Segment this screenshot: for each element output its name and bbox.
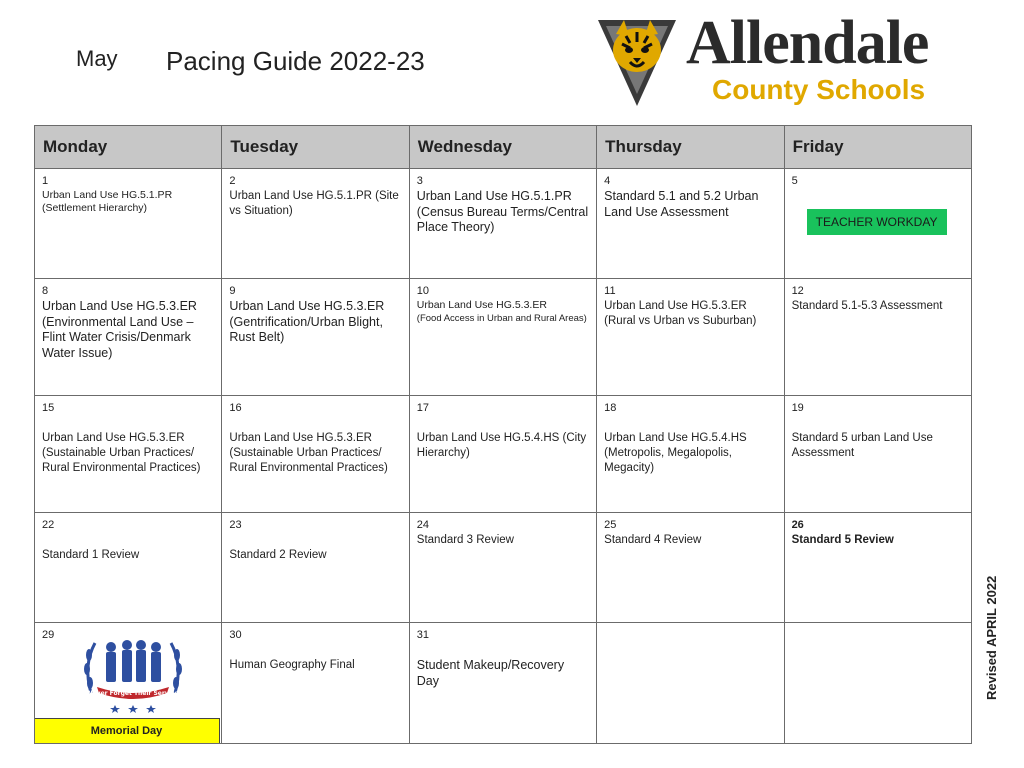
day-cell [222,396,409,513]
page-title: Pacing Guide 2022-23 [166,46,425,76]
day-number: 15 [42,402,55,414]
lesson-text: Urban Land Use HG.5.3.ER [416,299,547,311]
day-number: 30 [229,629,242,641]
day-number: 1 [42,175,49,187]
lesson-text: Student Makeup/Recovery Day [416,658,565,688]
lesson-text: Standard 5.1-5.3 Assessment [791,300,943,312]
day-cell [222,513,409,623]
day-number: 31 [416,629,430,641]
day-cell [597,169,784,279]
lesson-text: Urban Land Use HG.5.3.ER (Gentrification/Urban Blight, Rust Belt) [229,299,385,344]
logo-subtitle: County Schools [712,74,926,105]
day-number: 4 [604,175,611,187]
lesson-text: Standard 3 Review [416,534,514,546]
day-cell [222,623,409,744]
day-cell [409,169,596,279]
week-row [35,623,972,744]
day-number: 26 [791,519,804,531]
day-number: 19 [791,402,804,414]
day-cell [597,279,784,396]
pacing-calendar [34,125,972,744]
logo-name: Allendale [686,9,929,77]
day-cell [784,169,971,279]
tiger-shield-icon [596,16,678,108]
day-cell [597,396,784,513]
lesson-text: Standard 5 Review [791,534,894,546]
day-number: 24 [416,519,430,531]
day-number: 10 [416,285,430,297]
month-label: May [76,46,118,71]
lesson-text: Standard 2 Review [229,549,327,561]
lesson-text: Standard 1 Review [42,549,140,561]
day-cell [409,513,596,623]
col-monday: Monday [35,126,222,169]
day-cell [597,513,784,623]
lesson-text: Urban Land Use HG.5.4.HS (City Hierarchy) [416,432,587,459]
col-thursday: Thursday [597,126,784,169]
day-cell [35,169,222,279]
col-wednesday: Wednesday [409,126,596,169]
day-cell [35,279,222,396]
calendar-header-row [35,126,972,169]
day-cell [784,513,971,623]
col-tuesday: Tuesday [222,126,409,169]
day-number: 11 [604,285,616,297]
lesson-text: Urban Land Use HG.5.1.PR (Site vs Situation) [229,190,399,217]
lesson-text: Urban Land Use HG.5.4.HS (Metropolis, Megalopolis, Megacity) [604,432,747,474]
lesson-text: Urban Land Use HG.5.1.PR (Settlement Hierarchy) [42,189,173,214]
day-number: 25 [604,519,617,531]
day-cell [35,513,222,623]
revised-note: Revised APRIL 2022 [984,575,999,700]
day-cell [222,169,409,279]
week-row [35,513,972,623]
day-number: 2 [229,175,236,187]
day-number: 16 [229,402,242,414]
day-number: 3 [416,175,423,187]
day-cell [409,396,596,513]
day-cell [409,279,596,396]
day-cell [35,623,222,744]
lesson-text: Urban Land Use HG.5.3.ER (Environmental Land Use – Flint Water Crisis/Denmark Water Issue) [42,299,197,360]
day-number: 8 [42,285,49,297]
day-number: 18 [604,402,617,414]
day-number: 12 [791,285,804,297]
teacher-workday-badge: TEACHER WORKDAY [807,209,947,235]
week-row [35,396,972,513]
day-number: 23 [229,519,242,531]
day-number: 5 [791,175,798,187]
day-number: 29 [42,629,55,641]
lesson-text: Urban Land Use HG.5.3.ER (Sustainable Urban Practices/ Rural Environmental Practices) [229,432,388,474]
emblem-text: Never Forget Their Service [87,690,179,697]
day-number: 9 [229,285,236,297]
lesson-text: Urban Land Use HG.5.1.PR (Census Bureau Terms/Central Place Theory) [416,189,589,234]
day-cell [784,279,971,396]
lesson-text: Standard 5.1 and 5.2 Urban Land Use Assessment [604,189,759,219]
lesson-text: Standard 4 Review [604,534,702,546]
day-cell [222,279,409,396]
day-cell-empty [784,623,971,744]
col-friday: Friday [784,126,971,169]
week-row [35,169,972,279]
day-cell [35,396,222,513]
day-cell [409,623,596,744]
lesson-note: (Food Access in Urban and Rural Areas) [416,313,587,324]
soldiers-emblem-icon [81,635,185,713]
day-cell-empty [597,623,784,744]
school-logo [596,9,956,110]
lesson-text: Human Geography Final [229,659,355,671]
day-cell [784,396,971,513]
day-number: 22 [42,519,55,531]
memorial-day-badge: Memorial Day [35,718,221,744]
day-number: 17 [416,402,430,414]
lesson-text: Urban Land Use HG.5.3.ER (Sustainable Urban Practices/ Rural Environmental Practices) [42,432,201,474]
lesson-text: Urban Land Use HG.5.3.ER (Rural vs Urban vs Suburban) [604,300,757,327]
lesson-text: Standard 5 urban Land Use Assessment [791,432,933,459]
week-row [35,279,972,396]
